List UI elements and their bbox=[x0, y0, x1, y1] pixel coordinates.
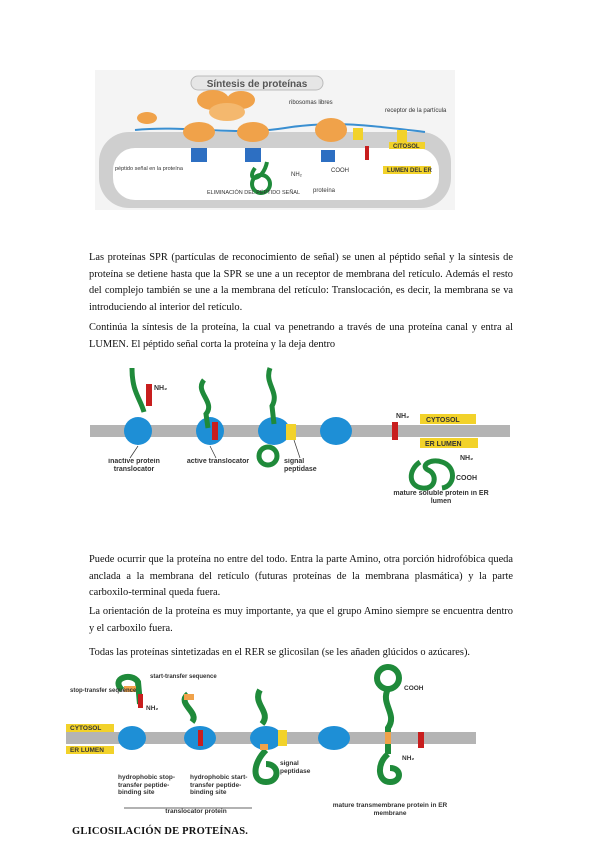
paragraph-translocation: Continúa la síntesis de la proteína, la cual va penetrando a través de una proteína canal y entra al LUMEN. El péptido señal corta la proteína y la deja dentro bbox=[89, 322, 513, 350]
translocation-illustration bbox=[90, 362, 510, 514]
protein-loop bbox=[256, 750, 277, 782]
ribosome bbox=[315, 118, 347, 142]
signal-peptidase bbox=[278, 730, 287, 746]
label-cooh: COOH bbox=[404, 685, 424, 692]
transmembrane-illustration bbox=[66, 664, 476, 824]
signal-sequence bbox=[198, 730, 203, 746]
label-inactive-box bbox=[94, 458, 174, 482]
protein-chain bbox=[258, 690, 265, 724]
label-mature: mature soluble protein in ER lumen bbox=[393, 490, 489, 505]
connector bbox=[294, 440, 300, 458]
label-nh2-right: NH₂ bbox=[396, 413, 410, 420]
label-translocator: translocator protein bbox=[165, 808, 227, 815]
start-transfer-sequence bbox=[138, 694, 143, 708]
figure-translocation bbox=[90, 362, 510, 514]
label-mature-box bbox=[330, 802, 450, 824]
label-hydrophobic-start-box bbox=[190, 774, 256, 808]
label-nh2-mature: NH₂ bbox=[460, 455, 474, 462]
paragraph-glycosylation-intro: Todas las proteínas sintetizadas en el RER se glicosilan (se les añaden glúcidos o azúcares). bbox=[89, 647, 471, 658]
srp-particle bbox=[397, 130, 407, 142]
active-translocator bbox=[196, 417, 224, 445]
label-signal: signal peptidase bbox=[284, 458, 317, 473]
protein-loop bbox=[259, 447, 277, 465]
label-translocator-box bbox=[146, 808, 246, 820]
label-hydrophobic-start: hydrophobic start-transfer peptide-binding site bbox=[190, 774, 248, 796]
er-membrane bbox=[90, 425, 510, 437]
protein-chain bbox=[269, 368, 275, 424]
cleaved-signal-peptide bbox=[418, 732, 424, 748]
label-start-transfer: start-transfer sequence bbox=[150, 674, 217, 680]
signal-sequence bbox=[212, 422, 218, 440]
label-mature-box bbox=[386, 490, 496, 514]
label-nh2-left: NH₂ bbox=[154, 385, 168, 392]
label-signal-box bbox=[280, 760, 324, 782]
label-receptor: receptor de la partícula bbox=[385, 108, 447, 114]
signal-peptidase bbox=[286, 424, 296, 440]
label-cytosol: CITOSOL bbox=[393, 144, 420, 150]
translocator bbox=[318, 726, 350, 750]
mature-protein bbox=[411, 461, 452, 488]
figure-title: Síntesis de proteínas bbox=[206, 79, 308, 90]
label-active: active translocator bbox=[186, 458, 250, 465]
ribosome bbox=[237, 122, 269, 142]
label-nh2-mature: NH₂ bbox=[402, 755, 415, 762]
mature-protein-lumen-loop bbox=[380, 754, 399, 782]
label-cooh-mature: COOH bbox=[456, 475, 477, 482]
label-protein: proteína bbox=[313, 188, 336, 194]
mature-protein-chain bbox=[386, 689, 391, 754]
figure-transmembrane bbox=[66, 664, 476, 824]
protein-chain bbox=[132, 368, 144, 412]
connector bbox=[210, 446, 216, 458]
cleaved-signal-peptide bbox=[392, 422, 398, 440]
label-signal-box bbox=[284, 458, 334, 482]
label-active-box bbox=[186, 458, 250, 482]
free-ribosome bbox=[209, 103, 245, 121]
translocator bbox=[320, 417, 352, 445]
protein-synthesis-illustration bbox=[95, 70, 455, 210]
signal-peptide bbox=[365, 146, 369, 160]
label-ribosomes: ribosomas libres bbox=[289, 100, 333, 106]
label-signal: signal peptidase bbox=[280, 760, 311, 775]
ribosome bbox=[137, 112, 157, 124]
signal-sequence bbox=[146, 384, 152, 406]
paragraph-orientation: La orientación de la proteína es muy importante, ya que el grupo Amino siempre se encuentra dentro y el carboxilo fuera. bbox=[89, 606, 513, 634]
translocator-channel bbox=[191, 148, 207, 162]
label-nh2: NH₂ bbox=[146, 705, 159, 712]
label-er-lumen: ER LUMEN bbox=[425, 441, 462, 448]
section-heading: GLICOSILACIÓN DE PROTEÍNAS. bbox=[72, 826, 249, 837]
label-inactive: inactive protein translocator bbox=[108, 458, 160, 473]
translocator-channel bbox=[245, 148, 261, 162]
translocator-channel bbox=[321, 150, 335, 162]
paragraph-srp: Las proteínas SPR (partículas de reconocimiento de señal) se unen al péptido señal y la síntesis de proteína se detiene hasta que la SPR se une a un receptor de membrana del retículo. Además el resto del complejo también se une a la membrana del retículo: Translocación, es decir, la membrana se va introduciendo al interior del retículo. bbox=[89, 252, 513, 313]
stop-transfer-sequence bbox=[184, 694, 194, 700]
label-cytosol: CYTOSOL bbox=[70, 725, 102, 732]
figure-protein-synthesis bbox=[95, 70, 455, 210]
label-mature: mature transmembrane protein in ER membrane bbox=[332, 802, 448, 817]
label-cytosol: CYTOSOL bbox=[426, 417, 460, 424]
start-transfer-sequence bbox=[260, 744, 268, 750]
paragraph-partial-entry: Puede ocurrir que la proteína no entre del todo. Entra la parte Amino, otra porción hidrofóbica queda anclada a la membrana del retículo (futuras proteínas de la membrana plasmática) y la parte carboxilo-terminal queda fuera. bbox=[89, 554, 513, 598]
ribosome bbox=[183, 122, 215, 142]
label-nh2: NH₂ bbox=[291, 172, 302, 178]
srp-particle bbox=[353, 128, 363, 140]
mature-protein-cytosol-loop bbox=[377, 667, 399, 689]
label-cooh: COOH bbox=[331, 168, 349, 174]
label-signal-peptide: péptido señal en la proteína bbox=[115, 166, 183, 172]
label-stop-transfer: stop-transfer sequence bbox=[70, 688, 137, 694]
transmembrane-segment bbox=[385, 732, 391, 744]
label-er-lumen: ER LUMEN bbox=[70, 747, 104, 754]
label-hydrophobic-stop-box bbox=[118, 774, 186, 808]
translocator bbox=[118, 726, 146, 750]
label-lumen: LUMEN DEL ER bbox=[387, 168, 432, 174]
label-hydrophobic-stop: hydrophobic stop-transfer peptide-binding site bbox=[118, 774, 176, 796]
label-elimination: ELIMINACIÓN DEL PÉPTIDO SEÑAL bbox=[207, 190, 301, 196]
inactive-translocator bbox=[124, 417, 152, 445]
connector bbox=[130, 446, 138, 458]
